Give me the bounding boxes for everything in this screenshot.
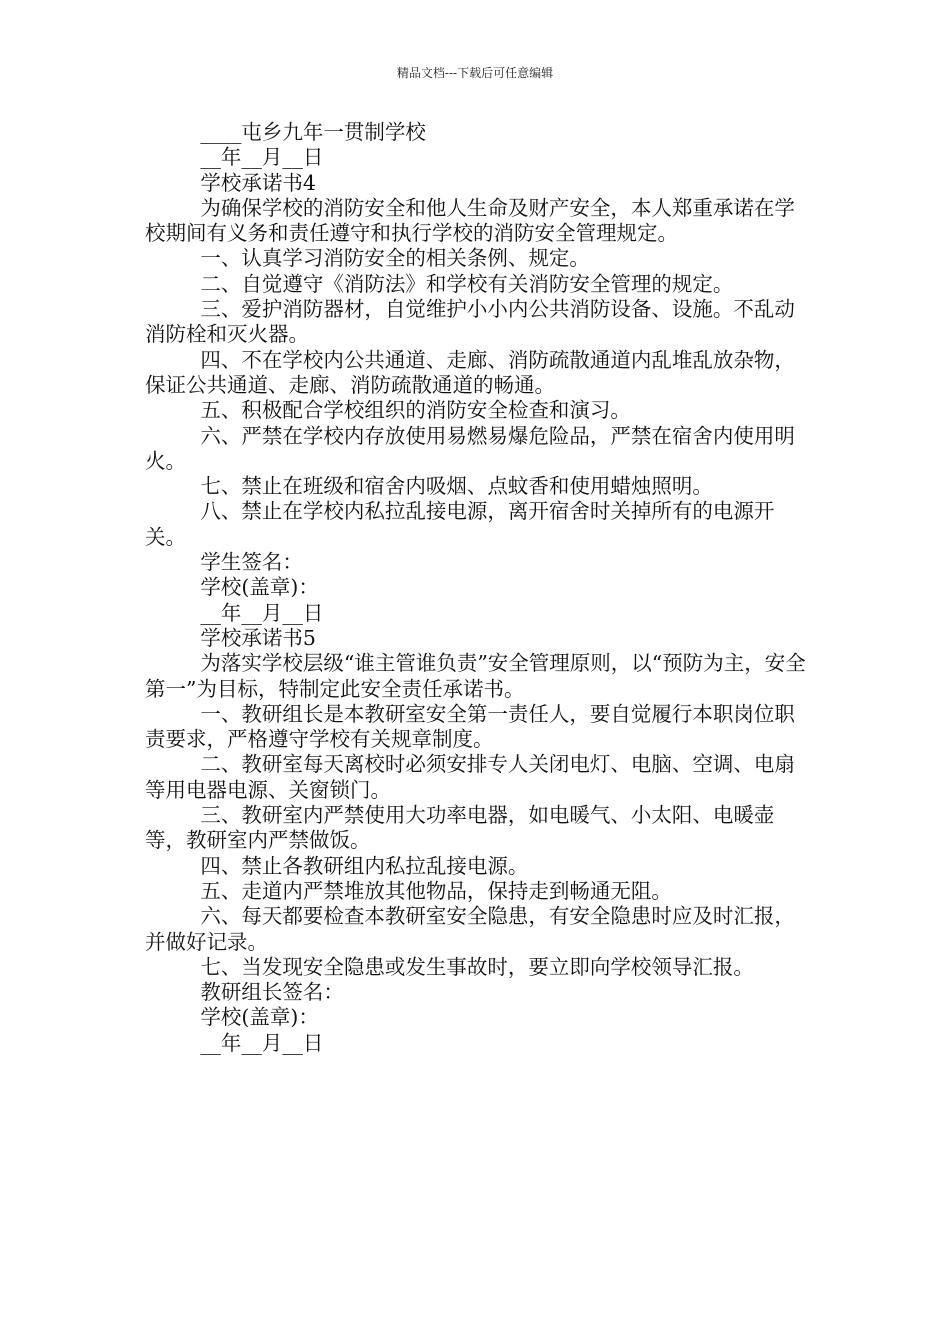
signature-line: 教研组长签名： — [200, 980, 344, 1005]
seal-line: 学校(盖章)： — [200, 1005, 319, 1030]
date-line: __年__月__日 — [200, 1030, 324, 1055]
paragraph: 八、禁止在学校内私拉乱接电源，离开宿舍时关掉所有的电源开关。 — [145, 499, 775, 549]
paragraph: 三、教研室内严禁使用大功率电器，如电暖气、小太阳、电暖壶等，教研室内严禁做饭。 — [145, 803, 775, 853]
seal-line: 学校(盖章)： — [200, 575, 319, 600]
paragraph: 四、不在学校内公共通道、走廊、消防疏散通道内乱堆乱放杂物，保证公共通道、走廊、消防疏散通道的畅通。 — [145, 347, 795, 397]
paragraph: 六、严禁在学校内存放使用易燃易爆危险品，严禁在宿舍内使用明火。 — [145, 423, 795, 473]
paragraph: 一、认真学习消防安全的相关条例、规定。 — [200, 246, 590, 271]
paragraph: 三、爱护消防器材，自觉维护小小内公共消防设备、设施。不乱动消防栓和灭火器。 — [145, 297, 795, 347]
paragraph: 为落实学校层级“谁主管谁负责”安全管理原则，以“预防为主，安全第一”为目标，特制定此安全责任承诺书。 — [145, 651, 806, 701]
paragraph: 七、当发现安全隐患或发生事故时，要立即向学校领导汇报。 — [200, 954, 754, 979]
paragraph: 四、禁止各教研组内私拉乱接电源。 — [200, 853, 529, 878]
section-title: 学校承诺书4 — [200, 170, 316, 195]
paragraph: 六、每天都要检查本教研室安全隐患，有安全隐患时应及时汇报，并做好记录。 — [145, 904, 795, 954]
date-line: __年__月__日 — [200, 145, 324, 170]
paragraph: 为确保学校的消防安全和他人生命及财产安全，本人郑重承诺在学校期间有义务和责任遵守和执行学校的消防安全管理规定。 — [145, 195, 795, 246]
date-line: __年__月__日 — [200, 600, 324, 625]
paragraph: 七、禁止在班级和宿舍内吸烟、点蚊香和使用蜡烛照明。 — [200, 474, 713, 499]
school-name-line: ____屯乡九年一贯制学校 — [200, 120, 426, 144]
page-header: 精品文档---下载后可任意编辑 — [396, 66, 554, 80]
signature-line: 学生签名： — [200, 550, 303, 575]
paragraph: 一、教研组长是本教研室安全第一责任人，要自觉履行本职岗位职责要求，严格遵守学校有关规章制度。 — [145, 701, 795, 752]
paragraph: 二、自觉遵守《消防法》和学校有关消防安全管理的规定。 — [200, 271, 734, 296]
paragraph: 五、走道内严禁堆放其他物品，保持走到畅通无阻。 — [200, 878, 672, 903]
paragraph: 五、积极配合学校组织的消防安全检查和演习。 — [200, 398, 631, 423]
paragraph: 二、教研室每天离校时必须安排专人关闭电灯、电脑、空调、电扇等用电器电源、关窗锁门。 — [145, 752, 795, 802]
section-title: 学校承诺书5 — [200, 625, 316, 650]
document-body — [145, 120, 807, 1056]
